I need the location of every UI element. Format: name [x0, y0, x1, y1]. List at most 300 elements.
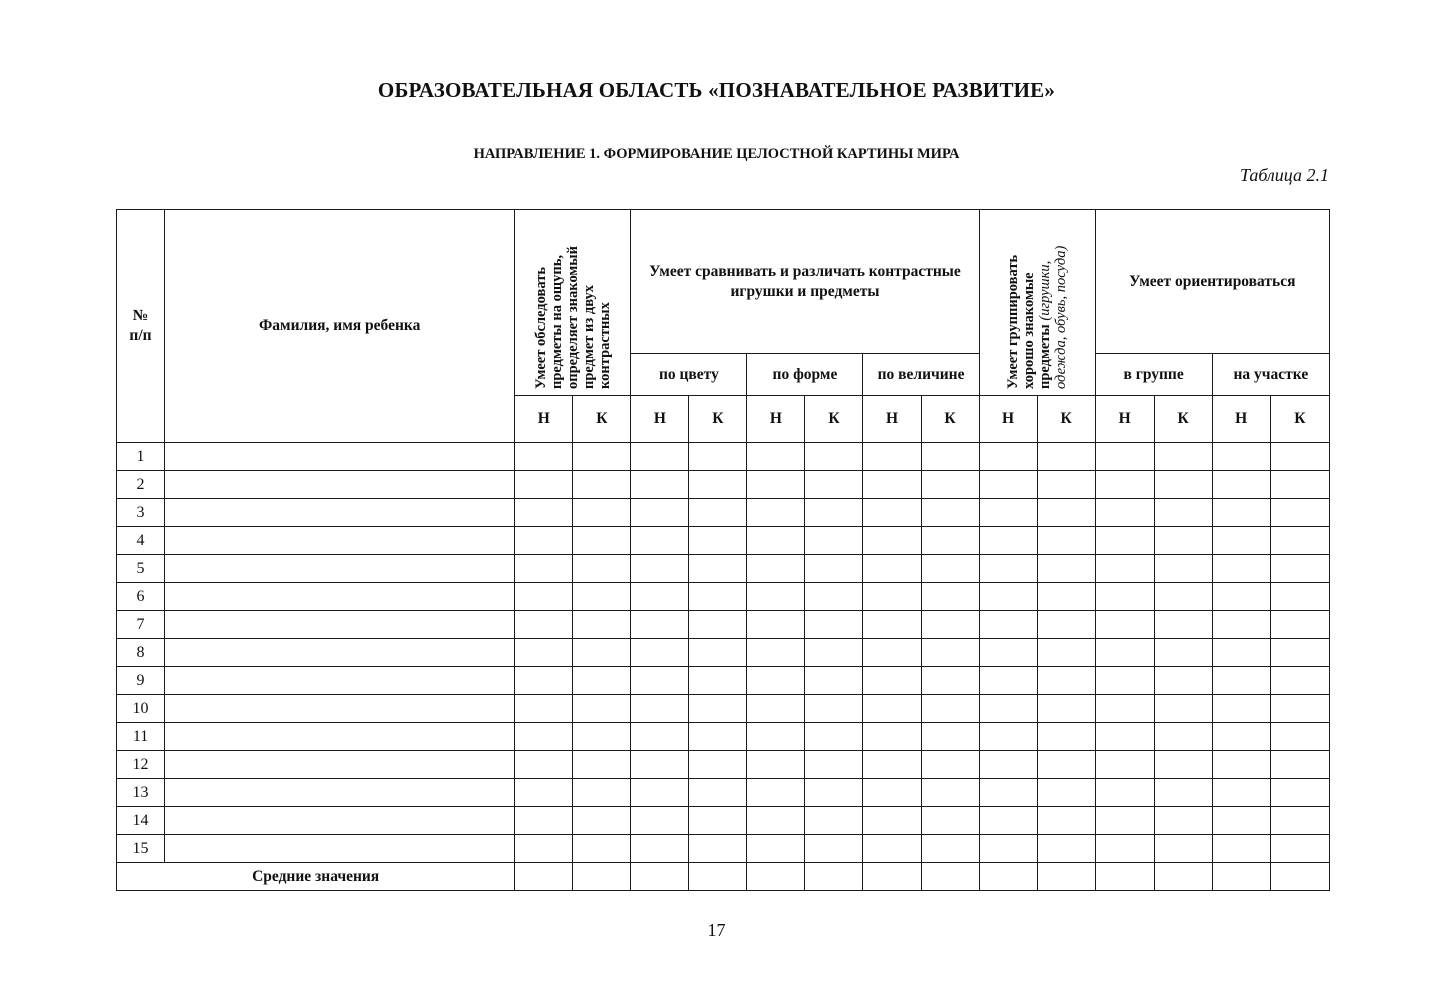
mark-start-header: Н	[631, 396, 689, 443]
score-cell[interactable]	[863, 751, 921, 779]
score-cell[interactable]	[979, 583, 1037, 611]
average-cell[interactable]	[1270, 863, 1329, 891]
score-cell[interactable]	[1212, 443, 1270, 471]
score-cell[interactable]	[1037, 443, 1095, 471]
score-cell[interactable]	[805, 499, 863, 527]
score-cell[interactable]	[631, 499, 689, 527]
table-row	[117, 639, 1330, 667]
score-cell[interactable]	[805, 611, 863, 639]
score-cell[interactable]	[573, 751, 631, 779]
score-cell[interactable]	[573, 667, 631, 695]
score-cell[interactable]	[515, 583, 573, 611]
score-cell[interactable]	[573, 723, 631, 751]
score-cell[interactable]	[1270, 639, 1329, 667]
score-cell[interactable]	[689, 527, 747, 555]
score-cell[interactable]	[515, 639, 573, 667]
mark-end-header: К	[1270, 396, 1329, 443]
score-cell[interactable]	[573, 527, 631, 555]
score-cell[interactable]	[689, 443, 747, 471]
score-cell[interactable]	[1212, 695, 1270, 723]
score-cell[interactable]	[747, 527, 805, 555]
score-cell[interactable]	[573, 611, 631, 639]
mark-end-header: К	[1154, 396, 1212, 443]
score-cell[interactable]	[631, 807, 689, 835]
table-row	[117, 443, 1330, 471]
score-cell[interactable]	[689, 471, 747, 499]
score-cell[interactable]	[1154, 779, 1212, 807]
mark-end-header: К	[921, 396, 979, 443]
child-name-cell[interactable]	[165, 471, 515, 499]
score-cell[interactable]	[1270, 723, 1329, 751]
score-cell[interactable]	[1212, 807, 1270, 835]
score-cell[interactable]	[1212, 499, 1270, 527]
table-row	[117, 471, 1330, 499]
score-cell[interactable]	[1270, 499, 1329, 527]
score-cell[interactable]	[1037, 807, 1095, 835]
score-cell[interactable]	[1095, 751, 1154, 779]
score-cell[interactable]	[1212, 583, 1270, 611]
score-cell[interactable]	[1270, 807, 1329, 835]
score-cell[interactable]	[979, 443, 1037, 471]
score-cell[interactable]	[979, 807, 1037, 835]
score-cell[interactable]	[1037, 555, 1095, 583]
header-orient-group: Умеет ориентироваться	[1095, 210, 1329, 354]
score-cell[interactable]	[979, 835, 1037, 863]
row-number: 14	[117, 807, 165, 835]
score-cell[interactable]	[631, 835, 689, 863]
score-cell[interactable]	[805, 695, 863, 723]
score-cell[interactable]	[689, 499, 747, 527]
score-cell[interactable]	[689, 695, 747, 723]
score-cell[interactable]	[747, 779, 805, 807]
header-grouping	[979, 210, 1095, 396]
score-cell[interactable]	[921, 527, 979, 555]
score-cell[interactable]	[747, 751, 805, 779]
score-cell[interactable]	[689, 751, 747, 779]
score-cell[interactable]	[1095, 723, 1154, 751]
row-number: 13	[117, 779, 165, 807]
score-cell[interactable]	[1212, 779, 1270, 807]
row-number: 8	[117, 639, 165, 667]
score-cell[interactable]	[515, 779, 573, 807]
score-cell[interactable]	[921, 555, 979, 583]
score-cell[interactable]	[805, 527, 863, 555]
score-cell[interactable]	[1154, 723, 1212, 751]
score-cell[interactable]	[1095, 583, 1154, 611]
average-cell[interactable]	[515, 863, 573, 891]
score-cell[interactable]	[689, 667, 747, 695]
child-name-cell[interactable]	[165, 807, 515, 835]
average-cell[interactable]	[863, 863, 921, 891]
average-cell[interactable]	[1154, 863, 1212, 891]
score-cell[interactable]	[1154, 835, 1212, 863]
score-cell[interactable]	[979, 723, 1037, 751]
score-cell[interactable]	[863, 807, 921, 835]
row-number: 5	[117, 555, 165, 583]
row-number: 4	[117, 527, 165, 555]
header-by-size: по величине	[863, 354, 979, 396]
score-cell[interactable]	[747, 583, 805, 611]
score-cell[interactable]	[515, 471, 573, 499]
score-cell[interactable]	[805, 443, 863, 471]
mark-start-header: Н	[979, 396, 1037, 443]
average-cell[interactable]	[573, 863, 631, 891]
score-cell[interactable]	[689, 723, 747, 751]
average-cell[interactable]	[805, 863, 863, 891]
score-cell[interactable]	[515, 499, 573, 527]
score-cell[interactable]	[1270, 555, 1329, 583]
score-cell[interactable]	[1095, 555, 1154, 583]
header-child-name: Фамилия, имя ребенка	[165, 210, 515, 443]
table-row	[117, 835, 1330, 863]
score-cell[interactable]	[1270, 471, 1329, 499]
score-cell[interactable]	[573, 639, 631, 667]
header-grouping-examples: (игрушки, одежда, обувь, посуда)	[1037, 245, 1070, 389]
score-cell[interactable]	[1095, 667, 1154, 695]
document-title: ОБРАЗОВАТЕЛЬНАЯ ОБЛАСТЬ «ПОЗНАВАТЕЛЬНОЕ РАЗВИТИЕ»	[377, 78, 1056, 102]
row-number: 6	[117, 583, 165, 611]
score-cell[interactable]	[631, 667, 689, 695]
score-cell[interactable]	[631, 695, 689, 723]
child-name-cell[interactable]	[165, 443, 515, 471]
child-name-cell[interactable]	[165, 555, 515, 583]
child-name-cell[interactable]	[165, 779, 515, 807]
score-cell[interactable]	[631, 527, 689, 555]
score-cell[interactable]	[979, 499, 1037, 527]
score-cell[interactable]	[747, 807, 805, 835]
mark-start-header: Н	[863, 396, 921, 443]
average-label: Средние значения	[117, 863, 515, 891]
child-name-cell[interactable]	[165, 499, 515, 527]
score-cell[interactable]	[1270, 751, 1329, 779]
score-cell[interactable]	[747, 611, 805, 639]
score-cell[interactable]	[921, 611, 979, 639]
score-cell[interactable]	[515, 527, 573, 555]
score-cell[interactable]	[573, 807, 631, 835]
child-name-cell[interactable]	[165, 611, 515, 639]
score-cell[interactable]	[1095, 611, 1154, 639]
score-cell[interactable]	[1212, 471, 1270, 499]
table-row	[117, 695, 1330, 723]
average-cell[interactable]	[689, 863, 747, 891]
average-cell[interactable]	[1212, 863, 1270, 891]
score-cell[interactable]	[805, 751, 863, 779]
row-number: 3	[117, 499, 165, 527]
average-cell[interactable]	[921, 863, 979, 891]
header-examine-text: Умеет обследовать предметы на ощупь, определяет знакомый предмет из двух контрастных	[532, 246, 613, 389]
score-cell[interactable]	[515, 555, 573, 583]
score-cell[interactable]	[1154, 695, 1212, 723]
score-cell[interactable]	[747, 471, 805, 499]
score-cell[interactable]	[1154, 443, 1212, 471]
score-cell[interactable]	[921, 471, 979, 499]
score-cell[interactable]	[1095, 779, 1154, 807]
row-number: 12	[117, 751, 165, 779]
score-cell[interactable]	[863, 527, 921, 555]
mark-end-header: К	[573, 396, 631, 443]
score-cell[interactable]	[573, 695, 631, 723]
score-cell[interactable]	[689, 779, 747, 807]
score-cell[interactable]	[573, 499, 631, 527]
score-cell[interactable]	[1154, 751, 1212, 779]
mark-start-header: Н	[515, 396, 573, 443]
score-cell[interactable]	[1212, 835, 1270, 863]
child-name-cell[interactable]	[165, 751, 515, 779]
score-cell[interactable]	[1270, 527, 1329, 555]
row-number: 10	[117, 695, 165, 723]
score-cell[interactable]	[1095, 835, 1154, 863]
score-cell[interactable]	[1154, 807, 1212, 835]
score-cell[interactable]	[1095, 695, 1154, 723]
mark-start-header: Н	[1095, 396, 1154, 443]
score-cell[interactable]	[515, 667, 573, 695]
header-by-color: по цвету	[631, 354, 747, 396]
score-cell[interactable]	[921, 807, 979, 835]
table-row	[117, 723, 1330, 751]
score-cell[interactable]	[863, 499, 921, 527]
score-cell[interactable]	[1270, 667, 1329, 695]
score-cell[interactable]	[805, 723, 863, 751]
score-cell[interactable]	[1095, 471, 1154, 499]
header-on-site: на участке	[1212, 354, 1329, 396]
mark-start-header: Н	[1212, 396, 1270, 443]
score-cell[interactable]	[1037, 527, 1095, 555]
score-cell[interactable]	[863, 639, 921, 667]
score-cell[interactable]	[921, 751, 979, 779]
score-cell[interactable]	[1037, 779, 1095, 807]
score-cell[interactable]	[921, 443, 979, 471]
score-cell[interactable]	[1037, 611, 1095, 639]
score-cell[interactable]	[1270, 611, 1329, 639]
header-by-shape: по форме	[747, 354, 863, 396]
document-subtitle: НАПРАВЛЕНИЕ 1. ФОРМИРОВАНИЕ ЦЕЛОСТНОЙ КАРТИНЫ МИРА	[473, 146, 960, 162]
row-number: 2	[117, 471, 165, 499]
score-cell[interactable]	[1154, 471, 1212, 499]
table-row	[117, 751, 1330, 779]
score-cell[interactable]	[1270, 779, 1329, 807]
score-cell[interactable]	[573, 443, 631, 471]
score-cell[interactable]	[805, 583, 863, 611]
average-cell[interactable]	[979, 863, 1037, 891]
score-cell[interactable]	[689, 639, 747, 667]
score-cell[interactable]	[921, 499, 979, 527]
score-cell[interactable]	[1095, 499, 1154, 527]
score-cell[interactable]	[805, 667, 863, 695]
score-cell[interactable]	[979, 695, 1037, 723]
score-cell[interactable]	[979, 639, 1037, 667]
score-cell[interactable]	[1154, 555, 1212, 583]
score-cell[interactable]	[1270, 443, 1329, 471]
score-cell[interactable]	[573, 471, 631, 499]
score-cell[interactable]	[863, 611, 921, 639]
table-row	[117, 555, 1330, 583]
score-cell[interactable]	[747, 835, 805, 863]
score-cell[interactable]	[631, 611, 689, 639]
score-cell[interactable]	[1037, 471, 1095, 499]
table-label: Таблица 2.1	[1239, 165, 1329, 185]
score-cell[interactable]	[747, 723, 805, 751]
score-cell[interactable]	[1212, 527, 1270, 555]
mark-end-header: К	[689, 396, 747, 443]
average-cell[interactable]	[631, 863, 689, 891]
score-cell[interactable]	[515, 835, 573, 863]
table-row	[117, 779, 1330, 807]
average-cell[interactable]	[1037, 863, 1095, 891]
score-cell[interactable]	[979, 667, 1037, 695]
score-cell[interactable]	[1212, 723, 1270, 751]
score-cell[interactable]	[1154, 611, 1212, 639]
score-cell[interactable]	[1270, 835, 1329, 863]
table-row	[117, 611, 1330, 639]
score-cell[interactable]	[631, 583, 689, 611]
average-cell[interactable]	[1095, 863, 1154, 891]
score-cell[interactable]	[631, 723, 689, 751]
score-cell[interactable]	[863, 835, 921, 863]
row-number: 1	[117, 443, 165, 471]
score-cell[interactable]	[747, 499, 805, 527]
average-cell[interactable]	[747, 863, 805, 891]
score-cell[interactable]	[921, 639, 979, 667]
score-cell[interactable]	[1270, 583, 1329, 611]
score-cell[interactable]	[979, 527, 1037, 555]
score-cell[interactable]	[863, 443, 921, 471]
child-name-cell[interactable]	[165, 695, 515, 723]
score-cell[interactable]	[863, 779, 921, 807]
score-cell[interactable]	[1095, 807, 1154, 835]
score-cell[interactable]	[863, 723, 921, 751]
score-cell[interactable]	[631, 779, 689, 807]
header-examine	[515, 210, 631, 396]
score-cell[interactable]	[689, 835, 747, 863]
score-cell[interactable]	[863, 555, 921, 583]
score-cell[interactable]	[1154, 639, 1212, 667]
score-cell[interactable]	[921, 835, 979, 863]
row-number: 9	[117, 667, 165, 695]
score-cell[interactable]	[689, 611, 747, 639]
score-cell[interactable]	[1154, 583, 1212, 611]
score-cell[interactable]	[631, 639, 689, 667]
score-cell[interactable]	[573, 779, 631, 807]
score-cell[interactable]	[1037, 667, 1095, 695]
score-cell[interactable]	[747, 639, 805, 667]
score-cell[interactable]	[1212, 555, 1270, 583]
score-cell[interactable]	[921, 723, 979, 751]
score-cell[interactable]	[979, 611, 1037, 639]
score-cell[interactable]	[863, 583, 921, 611]
score-cell[interactable]	[689, 555, 747, 583]
child-name-cell[interactable]	[165, 527, 515, 555]
score-cell[interactable]	[515, 807, 573, 835]
score-cell[interactable]	[631, 555, 689, 583]
table-row	[117, 583, 1330, 611]
score-cell[interactable]	[631, 751, 689, 779]
score-cell[interactable]	[1154, 499, 1212, 527]
score-cell[interactable]	[805, 779, 863, 807]
score-cell[interactable]	[1095, 527, 1154, 555]
score-cell[interactable]	[515, 751, 573, 779]
row-number: 15	[117, 835, 165, 863]
score-cell[interactable]	[1154, 667, 1212, 695]
score-cell[interactable]	[573, 555, 631, 583]
score-cell[interactable]	[805, 471, 863, 499]
score-cell[interactable]	[689, 807, 747, 835]
score-cell[interactable]	[1037, 835, 1095, 863]
child-name-cell[interactable]	[165, 583, 515, 611]
mark-end-header: К	[1037, 396, 1095, 443]
score-cell[interactable]	[805, 639, 863, 667]
score-cell[interactable]	[1212, 611, 1270, 639]
score-cell[interactable]	[921, 583, 979, 611]
score-cell[interactable]	[921, 667, 979, 695]
score-cell[interactable]	[863, 471, 921, 499]
mark-start-header: Н	[747, 396, 805, 443]
score-cell[interactable]	[979, 779, 1037, 807]
score-cell[interactable]	[921, 779, 979, 807]
child-name-cell[interactable]	[165, 667, 515, 695]
score-cell[interactable]	[573, 835, 631, 863]
row-number: 11	[117, 723, 165, 751]
score-cell[interactable]	[1212, 751, 1270, 779]
page-number: 17	[707, 920, 726, 940]
average-row	[117, 863, 1330, 891]
header-in-group: в группе	[1095, 354, 1212, 396]
score-cell[interactable]	[689, 583, 747, 611]
score-cell[interactable]	[1154, 527, 1212, 555]
score-cell[interactable]	[921, 695, 979, 723]
score-cell[interactable]	[805, 555, 863, 583]
score-cell[interactable]	[979, 751, 1037, 779]
score-cell[interactable]	[1212, 639, 1270, 667]
score-cell[interactable]	[1037, 723, 1095, 751]
score-cell[interactable]	[805, 835, 863, 863]
score-cell[interactable]	[515, 723, 573, 751]
table-row	[117, 527, 1330, 555]
header-grouping-text: Умеет группировать хорошо знакомые предметы	[1005, 254, 1054, 389]
score-cell[interactable]	[515, 695, 573, 723]
score-cell[interactable]	[515, 611, 573, 639]
score-cell[interactable]	[1270, 695, 1329, 723]
score-cell[interactable]	[747, 695, 805, 723]
score-cell[interactable]	[747, 555, 805, 583]
assessment-table	[116, 209, 1330, 891]
score-cell[interactable]	[747, 667, 805, 695]
score-cell[interactable]	[631, 443, 689, 471]
score-cell[interactable]	[515, 443, 573, 471]
score-cell[interactable]	[1095, 443, 1154, 471]
score-cell[interactable]	[1037, 639, 1095, 667]
score-cell[interactable]	[1037, 751, 1095, 779]
score-cell[interactable]	[1095, 639, 1154, 667]
score-cell[interactable]	[979, 471, 1037, 499]
child-name-cell[interactable]	[165, 639, 515, 667]
score-cell[interactable]	[979, 555, 1037, 583]
score-cell[interactable]	[1037, 499, 1095, 527]
header-compare-group: Умеет сравнивать и различать контрастные игрушки и предметы	[631, 210, 979, 354]
table-row	[117, 807, 1330, 835]
child-name-cell[interactable]	[165, 723, 515, 751]
score-cell[interactable]	[1037, 695, 1095, 723]
score-cell[interactable]	[1037, 583, 1095, 611]
score-cell[interactable]	[863, 695, 921, 723]
score-cell[interactable]	[573, 583, 631, 611]
table-row	[117, 499, 1330, 527]
score-cell[interactable]	[631, 471, 689, 499]
score-cell[interactable]	[747, 443, 805, 471]
child-name-cell[interactable]	[165, 835, 515, 863]
score-cell[interactable]	[863, 667, 921, 695]
score-cell[interactable]	[1212, 667, 1270, 695]
score-cell[interactable]	[805, 807, 863, 835]
